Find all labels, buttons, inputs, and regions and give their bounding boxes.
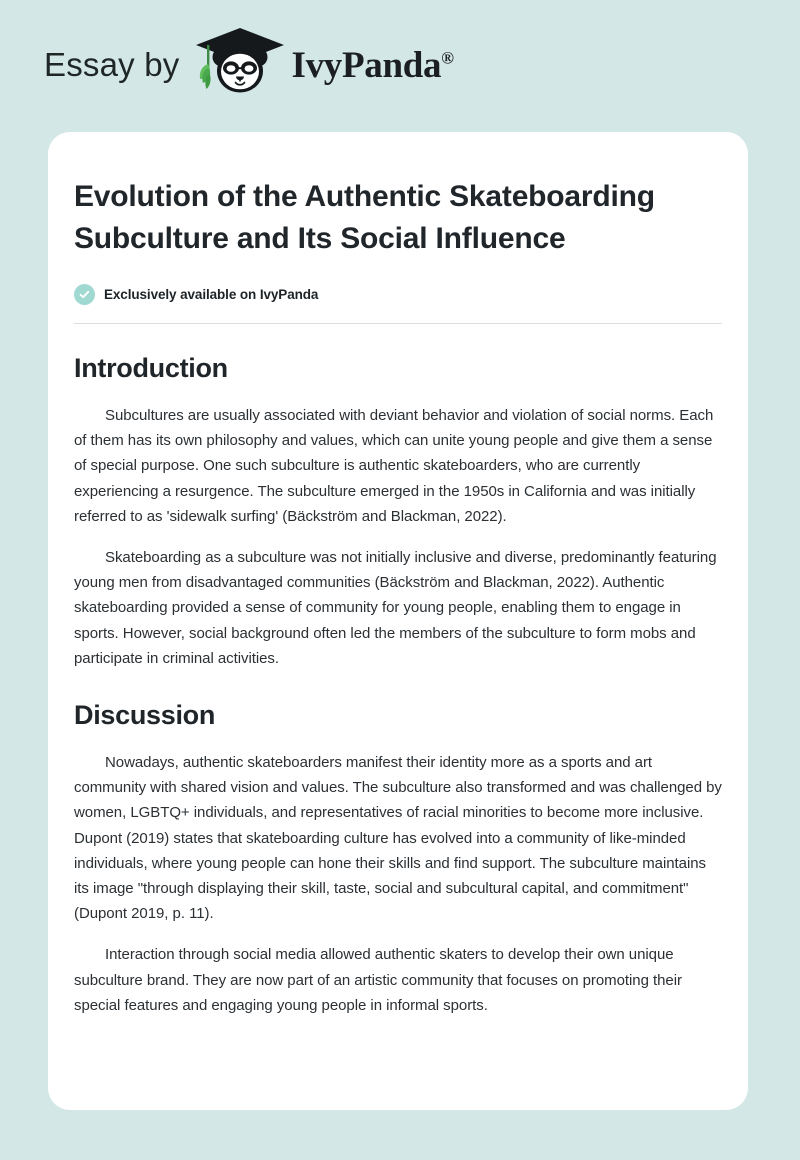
essay-by-label: Essay by [44,45,180,83]
exclusive-availability-badge [74,284,722,305]
wordmark-text: IvyPanda [291,44,442,86]
paragraph: Nowadays, authentic skateboarders manifest their identity more as a sports and art community with shared vision and values. The subculture also transformed and was challenged by women, LGBTQ+ individuals, and representatives of racial minorities to become more inclusive. Dupont (2019) states that skateboarding culture has evolved into a community of like-minded individuals, where young people can hone their skills and find support. The subculture maintains its image "through displaying their skill, taste, social and subcultural capital, and commitment" (Dupont 2019, p. 11). [74,754,722,923]
section-heading-introduction: Introduction [74,353,228,383]
page-title: Evolution of the Authentic Skateboarding Subculture and Its Social Influence [74,180,655,255]
exclusive-badge-label: Exclusively available on IvyPanda [104,287,319,302]
title-divider [74,323,722,324]
paragraph: Skateboarding as a subculture was not initially inclusive and diverse, predominantly featuring young men from disadvantaged communities (Bäckström and Blackman, 2022). Authentic skateboarding provided a sense of community for young people, enabling them to engage in sports. However, social background often led the members of the subculture to form mobs and participate in criminal activities. [74,549,717,667]
section-heading-discussion: Discussion [74,700,216,731]
check-circle-icon [74,284,95,305]
panda-graduate-logo-icon [194,24,286,103]
paragraph: Subcultures are usually associated with deviant behavior and violation of social norms. Each of them has its own philosophy and values, which can unite young people and give them a sense of special purpose. One such subculture is authentic skateboarders, who are currently experiencing a resurgence. The subculture emerged in the 1950s in California and was initially referred to as 'sidewalk surfing' (Bäckström and Blackman, 2022). [74,407,714,525]
paragraph: Interaction through social media allowed authentic skaters to develop their own unique subculture brand. They are now part of an artistic community that focuses on promoting their special features and engaging young people in informal sports. [74,946,682,1014]
ivypanda-wordmark [291,44,454,86]
brand-header [0,0,800,132]
registered-trademark-icon: ® [441,48,454,68]
essay-paper-card [48,132,748,1110]
